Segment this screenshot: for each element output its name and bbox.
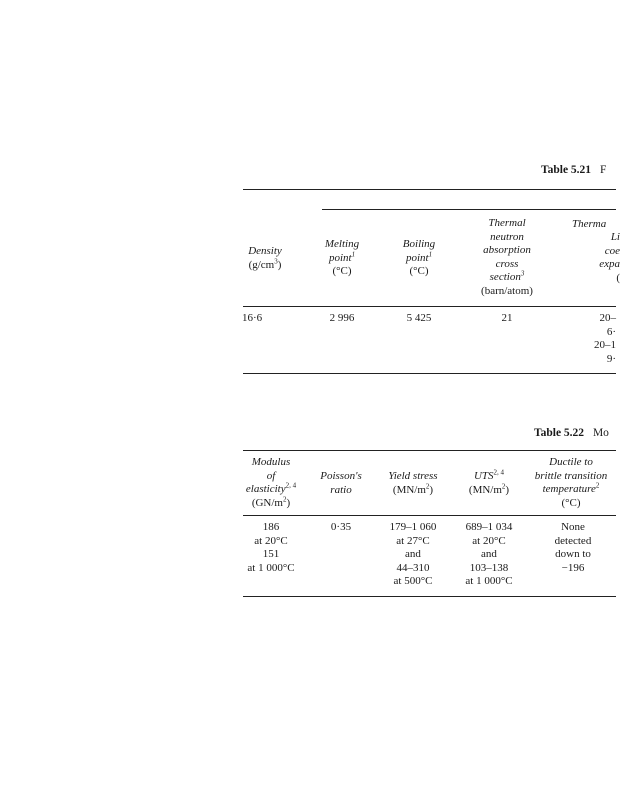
header-density: Density $(g/cm^3)$ <box>248 245 282 271</box>
value-thermal-neutron: 21 <box>501 312 513 324</box>
table-5-21-number: Table 5.21 <box>541 164 592 176</box>
table-5-22-header-rule <box>243 515 616 516</box>
value-linear-expansion: 20– 6· 20–1 9· <box>594 312 616 365</box>
value-density: 16·6 <box>242 312 263 324</box>
value-melting-point: 2 996 <box>329 312 355 324</box>
value-poissons-ratio: 0·35 <box>330 521 352 533</box>
table-5-21-title: F <box>599 164 607 176</box>
table-5-22-title: Mo <box>592 427 609 439</box>
value-yield-stress: 179–1 060 at 27°C and 44–310 at 500°C <box>389 521 437 587</box>
header-linear-expansion: Li coe expa ( <box>599 231 620 284</box>
value-ductile-brittle: None detected down to −196 <box>554 521 592 574</box>
header-boiling-point: Boiling point$^1$ (°C) <box>402 238 436 277</box>
table-5-21-header-rule <box>243 306 616 307</box>
header-poissons-ratio: Poisson's ratio <box>320 470 362 496</box>
header-yield-stress: Yield stress $(MN/m^2)$ <box>388 470 438 496</box>
table-5-22-caption <box>534 427 609 439</box>
header-modulus: Modulus of elasticity$^{2, 4}$ $(GN/m^2)$ <box>245 456 297 509</box>
value-modulus: 186 at 20°C 151 at 1 000°C <box>247 521 295 574</box>
table-5-21-bottom-rule <box>243 373 616 374</box>
value-boiling-point: 5 425 <box>406 312 432 324</box>
header-thermal-neutron: Thermal neutron absorption cross section$^3$ (barn/atom) <box>481 217 533 297</box>
header-melting-point: Melting point$^1$ (°C) <box>324 238 360 277</box>
thermal-group-header: Therma <box>572 218 607 230</box>
table-5-21-caption <box>541 164 606 176</box>
table-5-22-bottom-rule <box>243 596 616 597</box>
table-5-22-number: Table 5.22 <box>534 427 585 439</box>
thermal-group-rule <box>322 209 616 210</box>
table-5-21-top-rule <box>243 189 616 190</box>
header-ductile-brittle: Ductile to brittle transition temperature$^2$ (°C) <box>534 456 608 509</box>
value-uts: 689–1 034 at 20°C and 103–138 at 1 000°C <box>465 521 513 587</box>
table-5-22-top-rule <box>243 450 616 451</box>
header-uts: UTS$^{2, 4}$ $(MN/m^2)$ <box>468 468 510 496</box>
